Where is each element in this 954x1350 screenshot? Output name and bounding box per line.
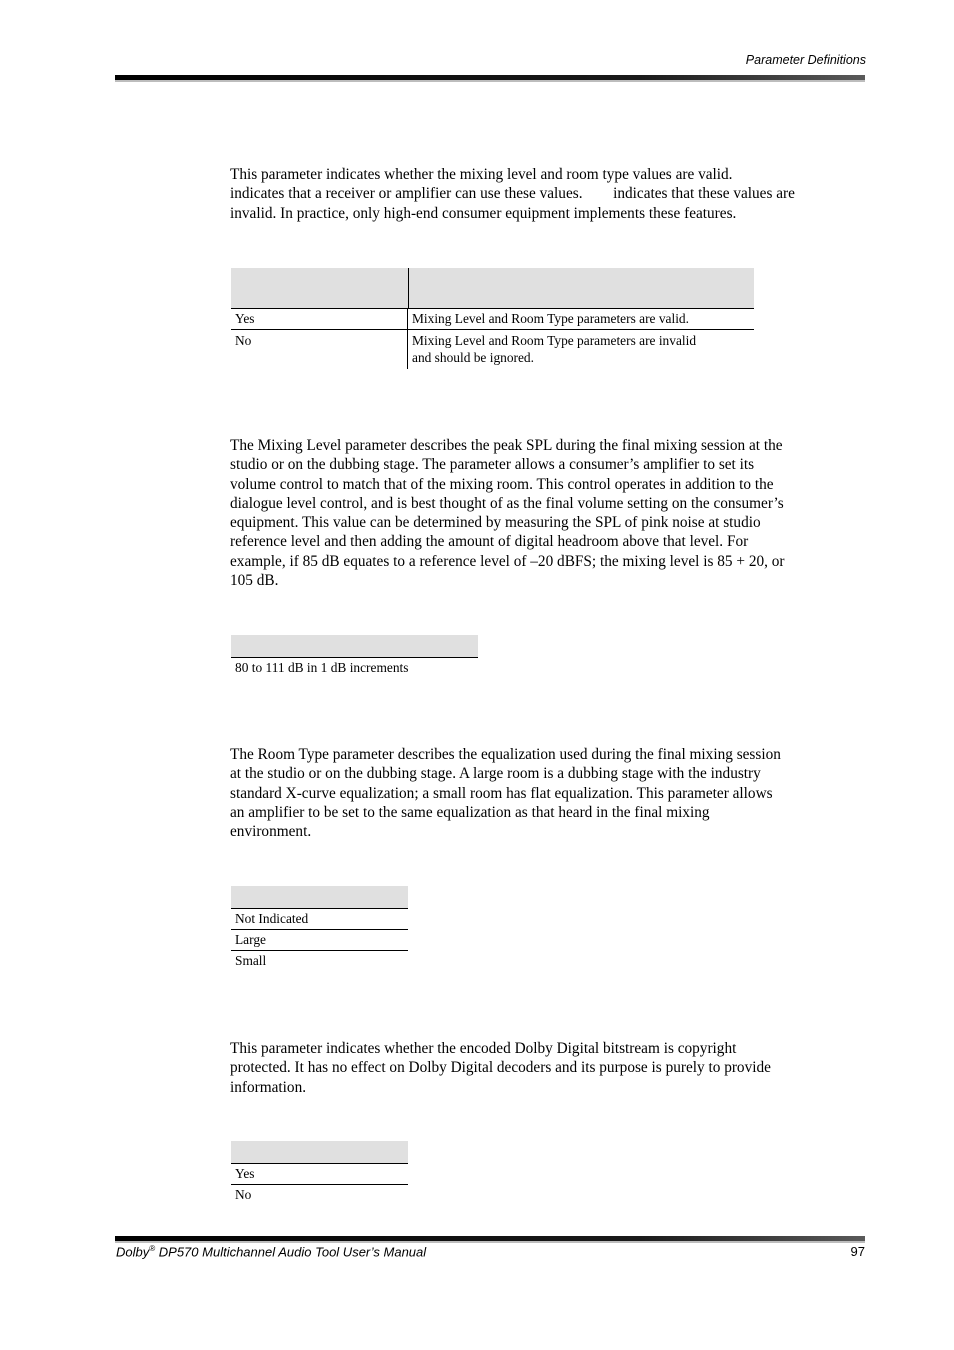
text-line: invalid. In practice, only high-end consumer equipment implements these features. <box>230 204 737 222</box>
text-line: The Room Type parameter describes the equalization used during the final mixing session <box>230 746 781 763</box>
text-line: studio or on the dubbing stage. The parameter allows a consumer’s amplifier to set its <box>230 456 755 474</box>
running-header: Parameter Definitions <box>745 53 866 67</box>
table-cell: Yes <box>231 309 408 329</box>
header-cell <box>409 268 754 308</box>
text-line: This parameter indicates whether the mixing level and room type values are valid. <box>230 166 733 183</box>
registered-mark: ® <box>149 1244 156 1253</box>
table-row: Yes <box>231 1164 408 1185</box>
text-line: information. <box>230 1078 307 1096</box>
brand-name: Dolby <box>116 1244 150 1260</box>
text-line: The Mixing Level parameter describes the peak SPL during the final mixing session at the <box>230 437 783 454</box>
table-header <box>231 1141 408 1164</box>
table-header <box>231 886 408 909</box>
text-line: standard X-curve equalization; a small room has flat equalization. This parameter allows <box>230 784 773 802</box>
text-line: volume control to match that of the mixing room. This control operates in addition to the <box>230 475 774 493</box>
table-cell: Mixing Level and Room Type parameters are valid. <box>412 311 689 326</box>
table-cell <box>408 330 754 369</box>
table-row: Large <box>231 930 408 951</box>
text-line: This parameter indicates whether the encoded Dolby Digital bitstream is copyright <box>230 1040 737 1057</box>
cell-line: and should be ignored. <box>412 350 534 365</box>
text-line: indicates that a receiver or amplifier can use these values. indicates that these values are <box>230 185 795 203</box>
mixing-valid-paragraph <box>230 165 870 223</box>
text-line: dialogue level control, and is best thought of as the final volume setting on the consumer’s <box>230 494 784 512</box>
copyright-table <box>231 1141 408 1205</box>
manual-title: DP570 Multichannel Audio Tool User’s Manual <box>155 1244 427 1260</box>
footer-rule-shadow <box>115 1241 865 1243</box>
room-type-table <box>231 886 408 971</box>
footer-title <box>116 1244 426 1259</box>
table-row <box>231 309 754 330</box>
header-rule-shadow <box>115 80 865 82</box>
table-row: Small <box>235 953 267 968</box>
header-cell <box>231 268 409 308</box>
text-line: an amplifier to be set to the same equalization as that heard in the final mixing <box>230 803 710 821</box>
text-line: equipment. This value can be determined by measuring the SPL of pink noise at studio <box>230 514 761 532</box>
text-line: 105 dB. <box>230 572 279 590</box>
text-line: example, if 85 dB equates to a reference level of –20 dBFS; the mixing level is 85 + 20, or <box>230 552 785 570</box>
cell-line: Mixing Level and Room Type parameters are invalid <box>412 333 697 348</box>
room-type-paragraph <box>230 745 870 841</box>
mixing-level-table <box>231 635 478 678</box>
table-row <box>231 330 754 369</box>
copyright-paragraph <box>230 1039 870 1097</box>
page-number: 97 <box>850 1244 865 1259</box>
table-header <box>231 635 478 658</box>
text-line: at the studio or on the dubbing stage. A large room is a dubbing stage with the industry <box>230 765 761 783</box>
table-cell: 80 to 111 dB in 1 dB increments <box>235 660 409 675</box>
mixing-valid-table <box>231 268 754 369</box>
table-row: Not Indicated <box>231 909 408 930</box>
table-cell: No <box>231 330 408 369</box>
mixing-level-paragraph <box>230 436 870 590</box>
text-line: reference level and then adding the amount of digital headroom above that level. For <box>230 533 749 551</box>
table-header <box>231 268 754 309</box>
table-row: No <box>235 1187 252 1202</box>
text-line: environment. <box>230 823 312 841</box>
text-line: protected. It has no effect on Dolby Digital decoders and its purpose is purely to provide <box>230 1059 771 1077</box>
